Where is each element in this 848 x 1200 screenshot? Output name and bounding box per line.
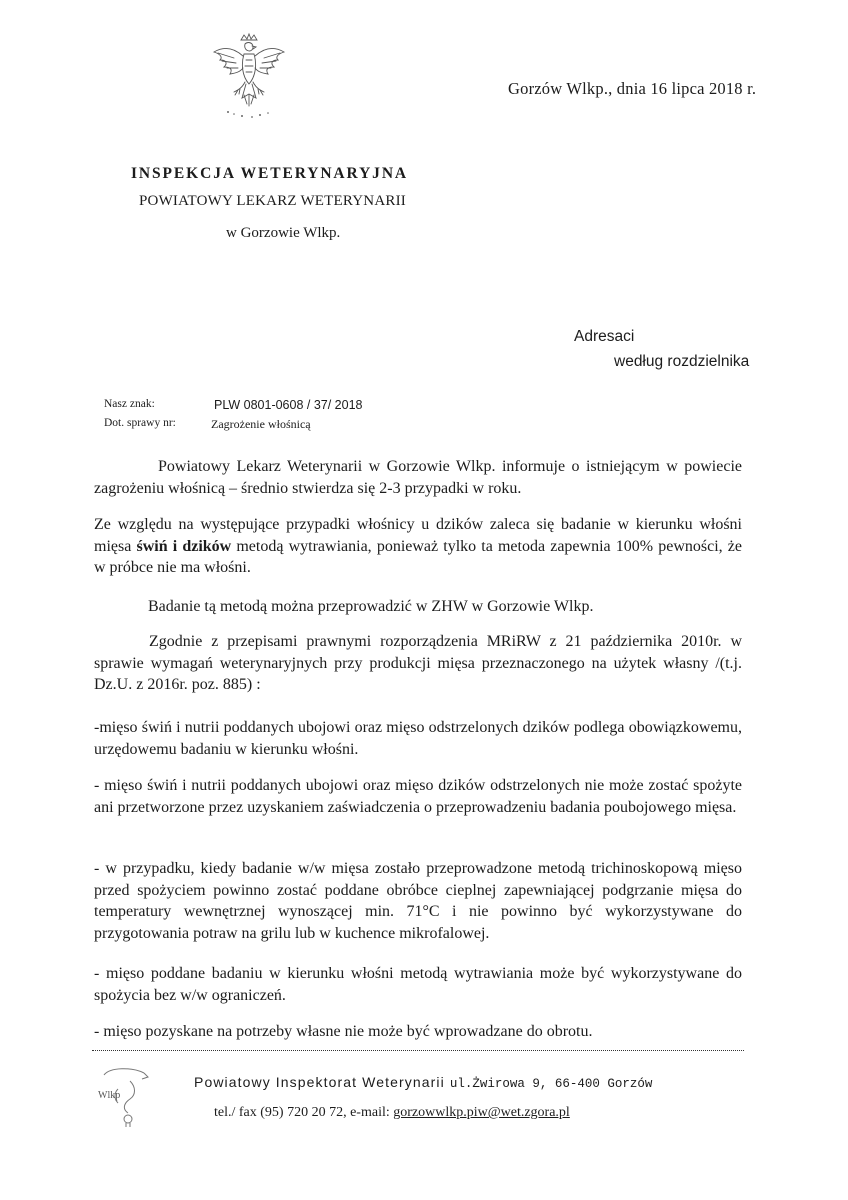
body-paragraph-6: - mięso świń i nutrii poddanych ubojowi oraz mięso dzików odstrzelonych nie może zostać spożyte ani przetworzone przez uzyskaniem zaświadczenia o przeprowadzeniu badania poubojowego mięsa. [94, 777, 742, 816]
reference-case-value: Zagrożenie włośnicą [211, 417, 311, 431]
footer-address: ul.Żwirowa 9, 66-400 Gorzów [449, 1077, 653, 1091]
body-paragraph-2-bold: świń i dzików [136, 537, 232, 555]
footer-contact [214, 1105, 570, 1121]
body-paragraph-2 [94, 514, 742, 579]
body-paragraph-3: Badanie tą metodą można przeprowadzić w ZHW w Gorzowie Wlkp. [148, 598, 594, 615]
veterinary-logo-icon [92, 1065, 154, 1129]
footer-email-link[interactable]: gorzowwlkp.piw@wet.zgora.pl [393, 1105, 570, 1120]
body-paragraph-5: -mięso świń i nutrii poddanych ubojowi oraz mięso odstrzelonych dzików podlega obowiązkowemu, urzędowemu badaniu w kierunku włośni. [94, 719, 742, 758]
body-paragraph-4: Zgodnie z przepisami prawnymi rozporządzenia MRiRW z 21 października 2010r. w sprawie wymagań weterynaryjnych przy produkcji mięsa przeznaczonego na użytek własny /(t.j. Dz.U. z 2016r. poz. 885) : [94, 633, 742, 693]
org-city: w Gorzowie Wlkp. [226, 225, 341, 241]
body-paragraph-2-start: Ze względu na występujące przypadki włośnicy u dzików zaleca się badanie w kierunku włośni mięsa [94, 516, 742, 555]
body-paragraph-8: - mięso poddane badaniu w kierunku włośni metodą wytrawiania może być wykorzystywane do spożycia bez w/w ograniczeń. [94, 965, 742, 1004]
body-paragraph-2-end: metodą wytrawiania, ponieważ tylko ta metoda zapewnia 100% pewności, że w próbce nie ma włośni. [94, 537, 742, 576]
body-paragraph-1: Powiatowy Lekarz Weterynarii w Gorzowie Wlkp. informuje o istniejącym w powiecie zagrożeniu włośnicą – średnio stwierdza się 2-3 przypadki w roku. [94, 458, 742, 497]
eagle-icon [208, 32, 290, 124]
body-paragraph-7: - w przypadku, kiedy badanie w/w mięsa zostało przeprowadzone metodą trichinoskopową mięso przed spożyciem powinno zostać poddane obróbce cieplnej zapewniającej podgrzanie mięsa do temperatury wewnętrznej wynoszącej min. 71°C i nie powinno być wykorzystywane do przygotowania potraw na grilu lub w kuchence mikrofalowej. [94, 860, 742, 942]
reference-our-value: PLW 0801-0608 / 37/ 2018 [214, 398, 363, 412]
footer-phone: tel./ fax (95) 720 20 72, e-mail: [214, 1105, 390, 1120]
reference-our-label: Nasz znak: [104, 398, 155, 410]
letter-date: Gorzów Wlkp., dnia 16 lipca 2018 r. [508, 79, 757, 98]
body-paragraph-9: - mięso pozyskane na potrzeby własne nie może być wprowadzane do obrotu. [94, 1023, 593, 1040]
footer-logo-text: Wlkp [98, 1090, 121, 1101]
org-subtitle: POWIATOWY LEKARZ WETERYNARII [139, 193, 406, 209]
addressee-line-2: według rozdzielnika [614, 353, 750, 370]
footer-institution-name: Powiatowy Inspektorat Weterynarii [194, 1074, 445, 1090]
footer-divider [92, 1050, 744, 1051]
footer-institution [194, 1074, 652, 1091]
org-title: INSPEKCJA WETERYNARYJNA [131, 165, 409, 182]
reference-case-label: Dot. sprawy nr: [104, 417, 176, 429]
eagle-emblem [208, 32, 290, 124]
footer-logo [92, 1065, 154, 1129]
addressee-line-1: Adresaci [574, 328, 635, 345]
